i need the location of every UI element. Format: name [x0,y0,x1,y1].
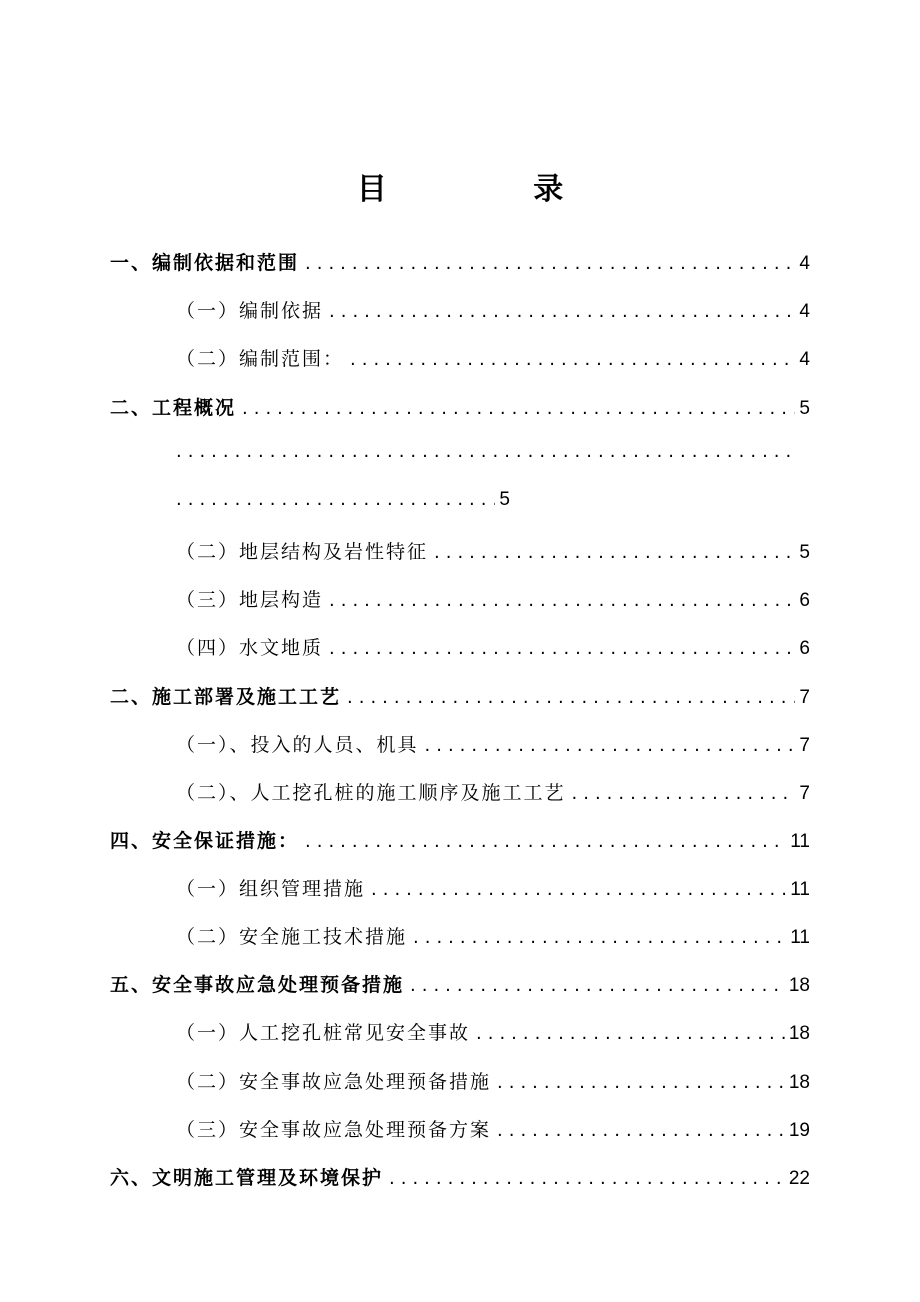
toc-entry-label: 五、安全事故应急处理预备措施 [110,974,405,996]
toc-page-number: 18 [788,975,810,996]
toc-entry[interactable] [176,633,810,661]
toc-entry-label: （一）人工挖孔桩常见安全事故 [176,1022,471,1044]
toc-page-number: 6 [799,638,810,659]
toc-entry[interactable] [110,826,810,854]
dot-leader [176,441,796,462]
dot-leader [425,735,796,756]
dot-leader [371,879,786,900]
toc-entry-label: （二）、人工挖孔桩的施工顺序及施工工艺 [176,782,566,804]
toc-entry-label: （三）地层构造 [176,589,324,611]
dot-leader [572,783,796,804]
toc-entry[interactable] [110,970,810,998]
toc-page-number: 11 [790,927,810,948]
toc-page-number: 5 [799,398,810,419]
toc-entry[interactable] [110,393,810,421]
toc-entry-label: （一）组织管理措施 [176,878,366,900]
toc-entry-label: 四、安全保证措施： [110,830,300,852]
toc-entry[interactable] [176,1018,810,1046]
toc-entry[interactable] [110,248,810,276]
toc-page-number: 19 [788,1120,810,1141]
dot-leader [242,398,795,419]
dot-leader [434,542,795,563]
toc-page-number: 6 [799,590,810,611]
toc-page-number: 7 [799,735,810,756]
toc-entry[interactable] [176,489,510,517]
dot-leader [305,253,795,274]
toc-entry-label: 二、工程概况 [110,397,237,419]
toc-entry-label: 一、编制依据和范围 [110,252,300,274]
dot-leader [176,489,495,510]
toc-entry-label: 二、施工部署及施工工艺 [110,686,342,708]
toc-entry[interactable] [176,730,810,758]
toc-entry[interactable] [176,441,800,469]
toc-entry-label: （一）编制依据 [176,300,324,322]
dot-leader [305,831,786,852]
toc-entry[interactable] [110,1163,810,1191]
toc-entry[interactable] [176,1067,810,1095]
toc-entry[interactable] [176,1115,810,1143]
toc-page-number: 4 [799,349,810,370]
toc-page-number: 5 [799,542,810,563]
toc-entry-label: （二）编制范围： [176,348,345,370]
dot-leader [350,349,795,370]
toc-page-number: 4 [799,253,810,274]
toc-entry[interactable] [176,874,810,902]
toc-page-number: 7 [799,687,810,708]
page-title: 目 录 [356,172,632,207]
dot-leader [389,1168,785,1189]
toc-page-number: 11 [790,879,810,900]
toc-page-number: 22 [788,1168,810,1189]
toc-page-number: 5 [499,489,510,510]
toc-entry[interactable] [176,344,810,372]
toc-page-number: 7 [799,783,810,804]
toc-entry[interactable] [176,922,810,950]
toc-page-number: 18 [788,1023,810,1044]
dot-leader [497,1072,785,1093]
dot-leader [347,687,795,708]
toc-page-number: 18 [788,1072,810,1093]
toc-entry[interactable] [176,778,810,806]
toc-entry[interactable] [176,537,810,565]
toc-entry[interactable] [176,296,810,324]
toc-entry-label: （二）安全事故应急处理预备措施 [176,1071,492,1093]
toc-page-number: 11 [790,831,810,852]
dot-leader [329,590,795,611]
toc-entry[interactable] [110,682,810,710]
dot-leader [329,301,795,322]
toc-entry-label: （二）安全施工技术措施 [176,926,408,948]
dot-leader [497,1120,785,1141]
toc-entry[interactable] [176,585,810,613]
dot-leader [329,638,795,659]
toc-entry-label: （一）、投入的人员、机具 [176,734,419,756]
dot-leader [413,927,786,948]
toc-entry-label: 六、文明施工管理及环境保护 [110,1167,384,1189]
dot-leader [476,1023,785,1044]
toc-entry-label: （三）安全事故应急处理预备方案 [176,1119,492,1141]
toc-entry-label: （二）地层结构及岩性特征 [176,541,429,563]
toc-entry-label: （四）水文地质 [176,637,324,659]
toc-page-number: 4 [799,301,810,322]
dot-leader [410,975,785,996]
